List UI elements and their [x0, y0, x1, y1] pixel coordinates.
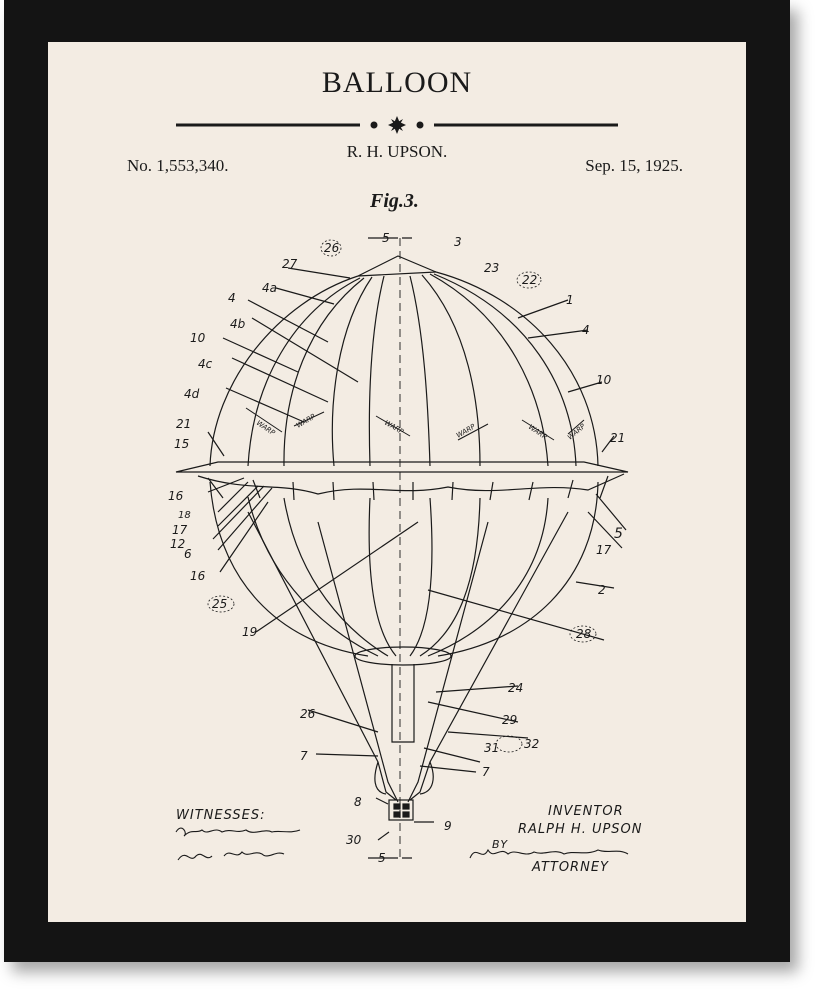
- ref-number: 26: [300, 707, 316, 721]
- inventor-label: INVENTOR: [548, 804, 624, 819]
- ref-number: 24: [508, 681, 524, 695]
- ref-number: 4: [582, 323, 590, 337]
- ref-number: 4a: [262, 281, 277, 295]
- ref-number: 10: [190, 331, 206, 345]
- ref-number: 8: [354, 795, 362, 809]
- warp-label: WARP: [295, 412, 317, 430]
- ref-number: 26: [324, 241, 340, 255]
- ref-number: 21: [176, 417, 192, 431]
- by-label: BY: [492, 838, 509, 851]
- picture-frame: [4, 0, 790, 962]
- warp-label: WARP: [526, 423, 549, 442]
- witness-signatures: [172, 820, 322, 870]
- ref-number: 3: [454, 235, 462, 249]
- patent-date: Sep. 15, 1925.: [585, 156, 683, 175]
- warp-label: WARP: [455, 422, 477, 440]
- ref-number: 21: [610, 431, 626, 445]
- poster-mat: [48, 42, 746, 922]
- ref-number: 27: [282, 257, 298, 271]
- ref-number: 29: [502, 713, 518, 727]
- ref-number: 6: [184, 547, 192, 561]
- ref-number: 7: [482, 765, 490, 779]
- ref-number: 23: [484, 261, 500, 275]
- ref-number: 28: [576, 627, 592, 641]
- patent-number: No. 1,553,340.: [127, 156, 229, 175]
- warp-label: WARP: [383, 418, 405, 436]
- ref-number: 1: [566, 293, 574, 307]
- warp-label: WARP: [566, 422, 587, 442]
- ref-number: 12: [170, 537, 186, 551]
- ref-number: 17: [172, 523, 188, 537]
- ref-number: 25: [212, 597, 228, 611]
- poster-title: BALLOON: [321, 66, 473, 99]
- ref-number: 19: [242, 625, 258, 639]
- ref-number: 18: [178, 510, 191, 521]
- ref-number: 10: [596, 373, 612, 387]
- ref-number: 4c: [198, 357, 213, 371]
- attorney-label: ATTORNEY: [532, 860, 609, 875]
- warp-label: WARP: [254, 419, 277, 438]
- ref-number: 7: [300, 749, 308, 763]
- ref-number: 4d: [184, 387, 200, 401]
- inventor-name: RALPH H. UPSON: [518, 822, 643, 837]
- ref-number: 17: [596, 543, 612, 557]
- ref-number: 4: [228, 291, 236, 305]
- ref-number: 4b: [230, 317, 246, 331]
- ref-number: 5: [614, 526, 623, 542]
- ref-number: 32: [524, 737, 540, 751]
- ref-number: 22: [522, 273, 538, 287]
- ref-number: 30: [346, 833, 362, 847]
- ref-number: 5: [382, 231, 390, 245]
- witnesses-label: WITNESSES:: [176, 808, 266, 823]
- ref-number: 16: [168, 489, 184, 503]
- balloon-patent-drawing: [48, 42, 746, 922]
- ref-number: 31: [484, 741, 500, 755]
- ref-number: 16: [190, 569, 206, 583]
- ref-number: 5: [378, 851, 386, 865]
- figure-label: Fig.3.: [370, 190, 419, 212]
- ref-number: 9: [444, 819, 452, 833]
- ref-number: 2: [598, 583, 606, 597]
- ref-number: 15: [174, 437, 190, 451]
- inventor-header: R. H. UPSON.: [346, 142, 448, 161]
